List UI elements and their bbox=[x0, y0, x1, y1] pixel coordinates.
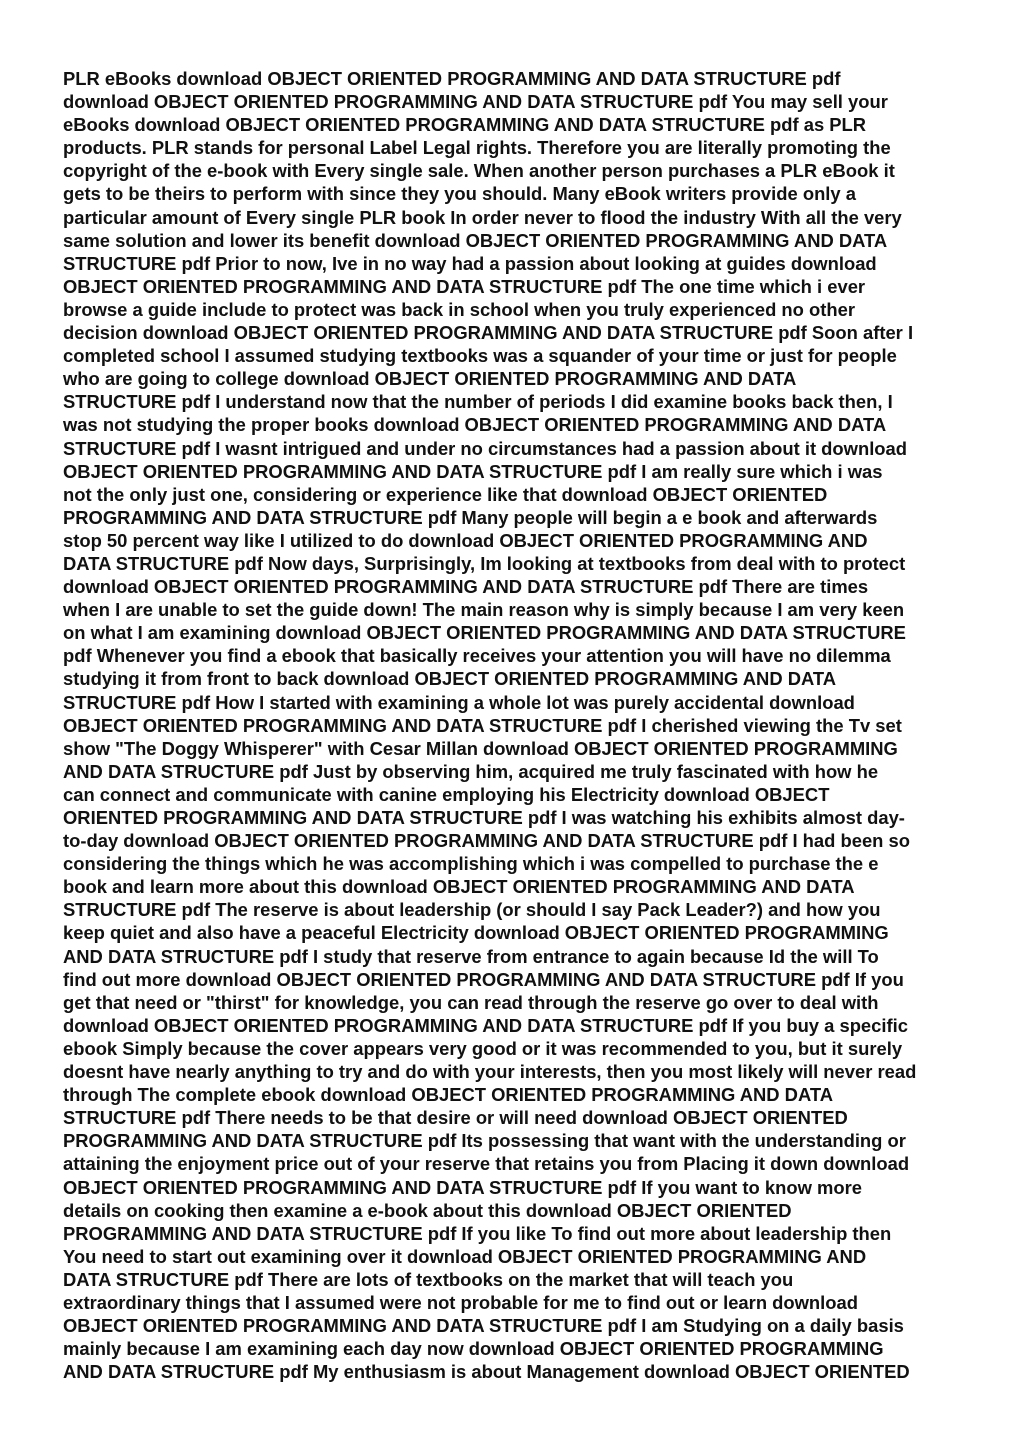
text-line: to-day download OBJECT ORIENTED PROGRAMMING AND DATA STRUCTURE pdf I had been so bbox=[63, 830, 910, 852]
text-line: STRUCTURE pdf There needs to be that desire or will need download OBJECT ORIENTED bbox=[63, 1107, 848, 1129]
text-line: on what I am examining download OBJECT ORIENTED PROGRAMMING AND DATA STRUCTURE bbox=[63, 622, 906, 644]
text-line: studying it from front to back download OBJECT ORIENTED PROGRAMMING AND DATA bbox=[63, 668, 837, 690]
text-line: decision download OBJECT ORIENTED PROGRAMMING AND DATA STRUCTURE pdf Soon after I bbox=[63, 322, 914, 344]
text-line: STRUCTURE pdf How I started with examining a whole lot was purely accidental download bbox=[63, 691, 855, 713]
text-line: considering the things which he was accomplishing which i was compelled to purchase the e bbox=[63, 853, 879, 875]
text-line: show "The Doggy Whisperer" with Cesar Millan download OBJECT ORIENTED PROGRAMMING bbox=[63, 737, 898, 759]
text-line: pdf Whenever you find a ebook that basically receives your attention you will have no dilemma bbox=[63, 645, 891, 667]
text-line: not the only just one, considering or experience like that download OBJECT ORIENTED bbox=[63, 483, 828, 505]
text-line: STRUCTURE pdf The reserve is about leadership (or should I say Pack Leader?) and how you bbox=[63, 899, 881, 921]
text-line: extraordinary things that I assumed were not probable for me to find out or learn download bbox=[63, 1291, 858, 1313]
text-line: STRUCTURE pdf I understand now that the number of periods I did examine books back then, I bbox=[63, 391, 893, 413]
text-line: copyright of the e-book with Every single sale. When another person purchases a PLR eBook it bbox=[63, 160, 895, 182]
text-line: was not studying the proper books download OBJECT ORIENTED PROGRAMMING AND DATA bbox=[63, 414, 887, 436]
text-line: when I are unable to set the guide down! The main reason why is simply because I am very keen bbox=[63, 599, 905, 621]
text-line: download OBJECT ORIENTED PROGRAMMING AND DATA STRUCTURE pdf You may sell your bbox=[63, 91, 888, 113]
text-line: PROGRAMMING AND DATA STRUCTURE pdf Its possessing that want with the understanding or bbox=[63, 1130, 906, 1152]
text-line: OBJECT ORIENTED PROGRAMMING AND DATA STRUCTURE pdf I am Studying on a daily basis bbox=[63, 1315, 904, 1337]
text-line: download OBJECT ORIENTED PROGRAMMING AND DATA STRUCTURE pdf If you buy a specific bbox=[63, 1014, 908, 1036]
text-line: who are going to college download OBJECT ORIENTED PROGRAMMING AND DATA bbox=[63, 368, 797, 390]
text-line: DATA STRUCTURE pdf Now days, Surprisingly, Im looking at textbooks from deal with to protect bbox=[63, 552, 906, 574]
text-line: PROGRAMMING AND DATA STRUCTURE pdf If you like To find out more about leadership then bbox=[63, 1222, 892, 1244]
text-line: completed school I assumed studying textbooks was a squander of your time or just for people bbox=[63, 345, 897, 367]
body-text bbox=[63, 67, 968, 1383]
text-line: details on cooking then examine a e-book about this download OBJECT ORIENTED bbox=[63, 1199, 792, 1221]
text-line: DATA STRUCTURE pdf There are lots of textbooks on the market that will teach you bbox=[63, 1268, 794, 1290]
text-line: book and learn more about this download OBJECT ORIENTED PROGRAMMING AND DATA bbox=[63, 876, 855, 898]
text-line: stop 50 percent way like I utilized to do download OBJECT ORIENTED PROGRAMMING AND bbox=[63, 529, 868, 551]
text-line: OBJECT ORIENTED PROGRAMMING AND DATA STRUCTURE pdf I cherished viewing the Tv set bbox=[63, 714, 902, 736]
text-line: You need to start out examining over it download OBJECT ORIENTED PROGRAMMING AND bbox=[63, 1245, 867, 1267]
text-line: gets to be theirs to perform with since they you should. Many eBook writers provide only a bbox=[63, 183, 856, 205]
text-line: eBooks download OBJECT ORIENTED PROGRAMMING AND DATA STRUCTURE pdf as PLR bbox=[63, 114, 867, 136]
text-line: OBJECT ORIENTED PROGRAMMING AND DATA STRUCTURE pdf If you want to know more bbox=[63, 1176, 862, 1198]
text-line: through The complete ebook download OBJECT ORIENTED PROGRAMMING AND DATA bbox=[63, 1084, 834, 1106]
text-line: can connect and communicate with canine employing his Electricity download OBJECT bbox=[63, 783, 830, 805]
text-line: ebook Simply because the cover appears very good or it was recommended to you, but it surely bbox=[63, 1037, 903, 1059]
text-line: STRUCTURE pdf I wasnt intrigued and under no circumstances had a passion about it download bbox=[63, 437, 907, 459]
text-line: mainly because I am examining each day now download OBJECT ORIENTED PROGRAMMING bbox=[63, 1338, 884, 1360]
text-line: AND DATA STRUCTURE pdf Just by observing him, acquired me truly fascinated with how he bbox=[63, 760, 879, 782]
text-line: get that need or "thirst" for knowledge, you can read through the reserve go over to deal with bbox=[63, 991, 879, 1013]
text-line: PROGRAMMING AND DATA STRUCTURE pdf Many people will begin a e book and afterwards bbox=[63, 506, 878, 528]
text-line: download OBJECT ORIENTED PROGRAMMING AND DATA STRUCTURE pdf There are times bbox=[63, 576, 869, 598]
text-line: PLR eBooks download OBJECT ORIENTED PROGRAMMING AND DATA STRUCTURE pdf bbox=[63, 68, 841, 89]
text-line: find out more download OBJECT ORIENTED PROGRAMMING AND DATA STRUCTURE pdf If you bbox=[63, 968, 904, 990]
text-line: ORIENTED PROGRAMMING AND DATA STRUCTURE pdf I was watching his exhibits almost day- bbox=[63, 807, 905, 828]
text-line: attaining the enjoyment price out of your reserve that retains you from Placing it down download bbox=[63, 1153, 910, 1175]
text-line: STRUCTURE pdf Prior to now, Ive in no way had a passion about looking at guides download bbox=[63, 252, 877, 274]
text-line: OBJECT ORIENTED PROGRAMMING AND DATA STRUCTURE pdf The one time which i ever bbox=[63, 275, 866, 297]
text-line: products. PLR stands for personal Label Legal rights. Therefore you are literally promoting the bbox=[63, 137, 891, 159]
text-line: AND DATA STRUCTURE pdf My enthusiasm is about Management download OBJECT ORIENTED bbox=[63, 1361, 910, 1383]
text-line: OBJECT ORIENTED PROGRAMMING AND DATA STRUCTURE pdf I am really sure which i was bbox=[63, 460, 883, 482]
text-line: keep quiet and also have a peaceful Electricity download OBJECT ORIENTED PROGRAMMING bbox=[63, 922, 889, 944]
text-line: AND DATA STRUCTURE pdf I study that reserve from entrance to again because Id the will To bbox=[63, 945, 879, 967]
text-line: browse a guide include to protect was back in school when you truly experienced no other bbox=[63, 298, 855, 320]
text-line: doesnt have nearly anything to try and do with your interests, then you most likely will never read bbox=[63, 1061, 917, 1083]
text-line: same solution and lower its benefit download OBJECT ORIENTED PROGRAMMING AND DATA bbox=[63, 229, 888, 251]
text-line: particular amount of Every single PLR book In order never to flood the industry With all the very bbox=[63, 206, 902, 228]
